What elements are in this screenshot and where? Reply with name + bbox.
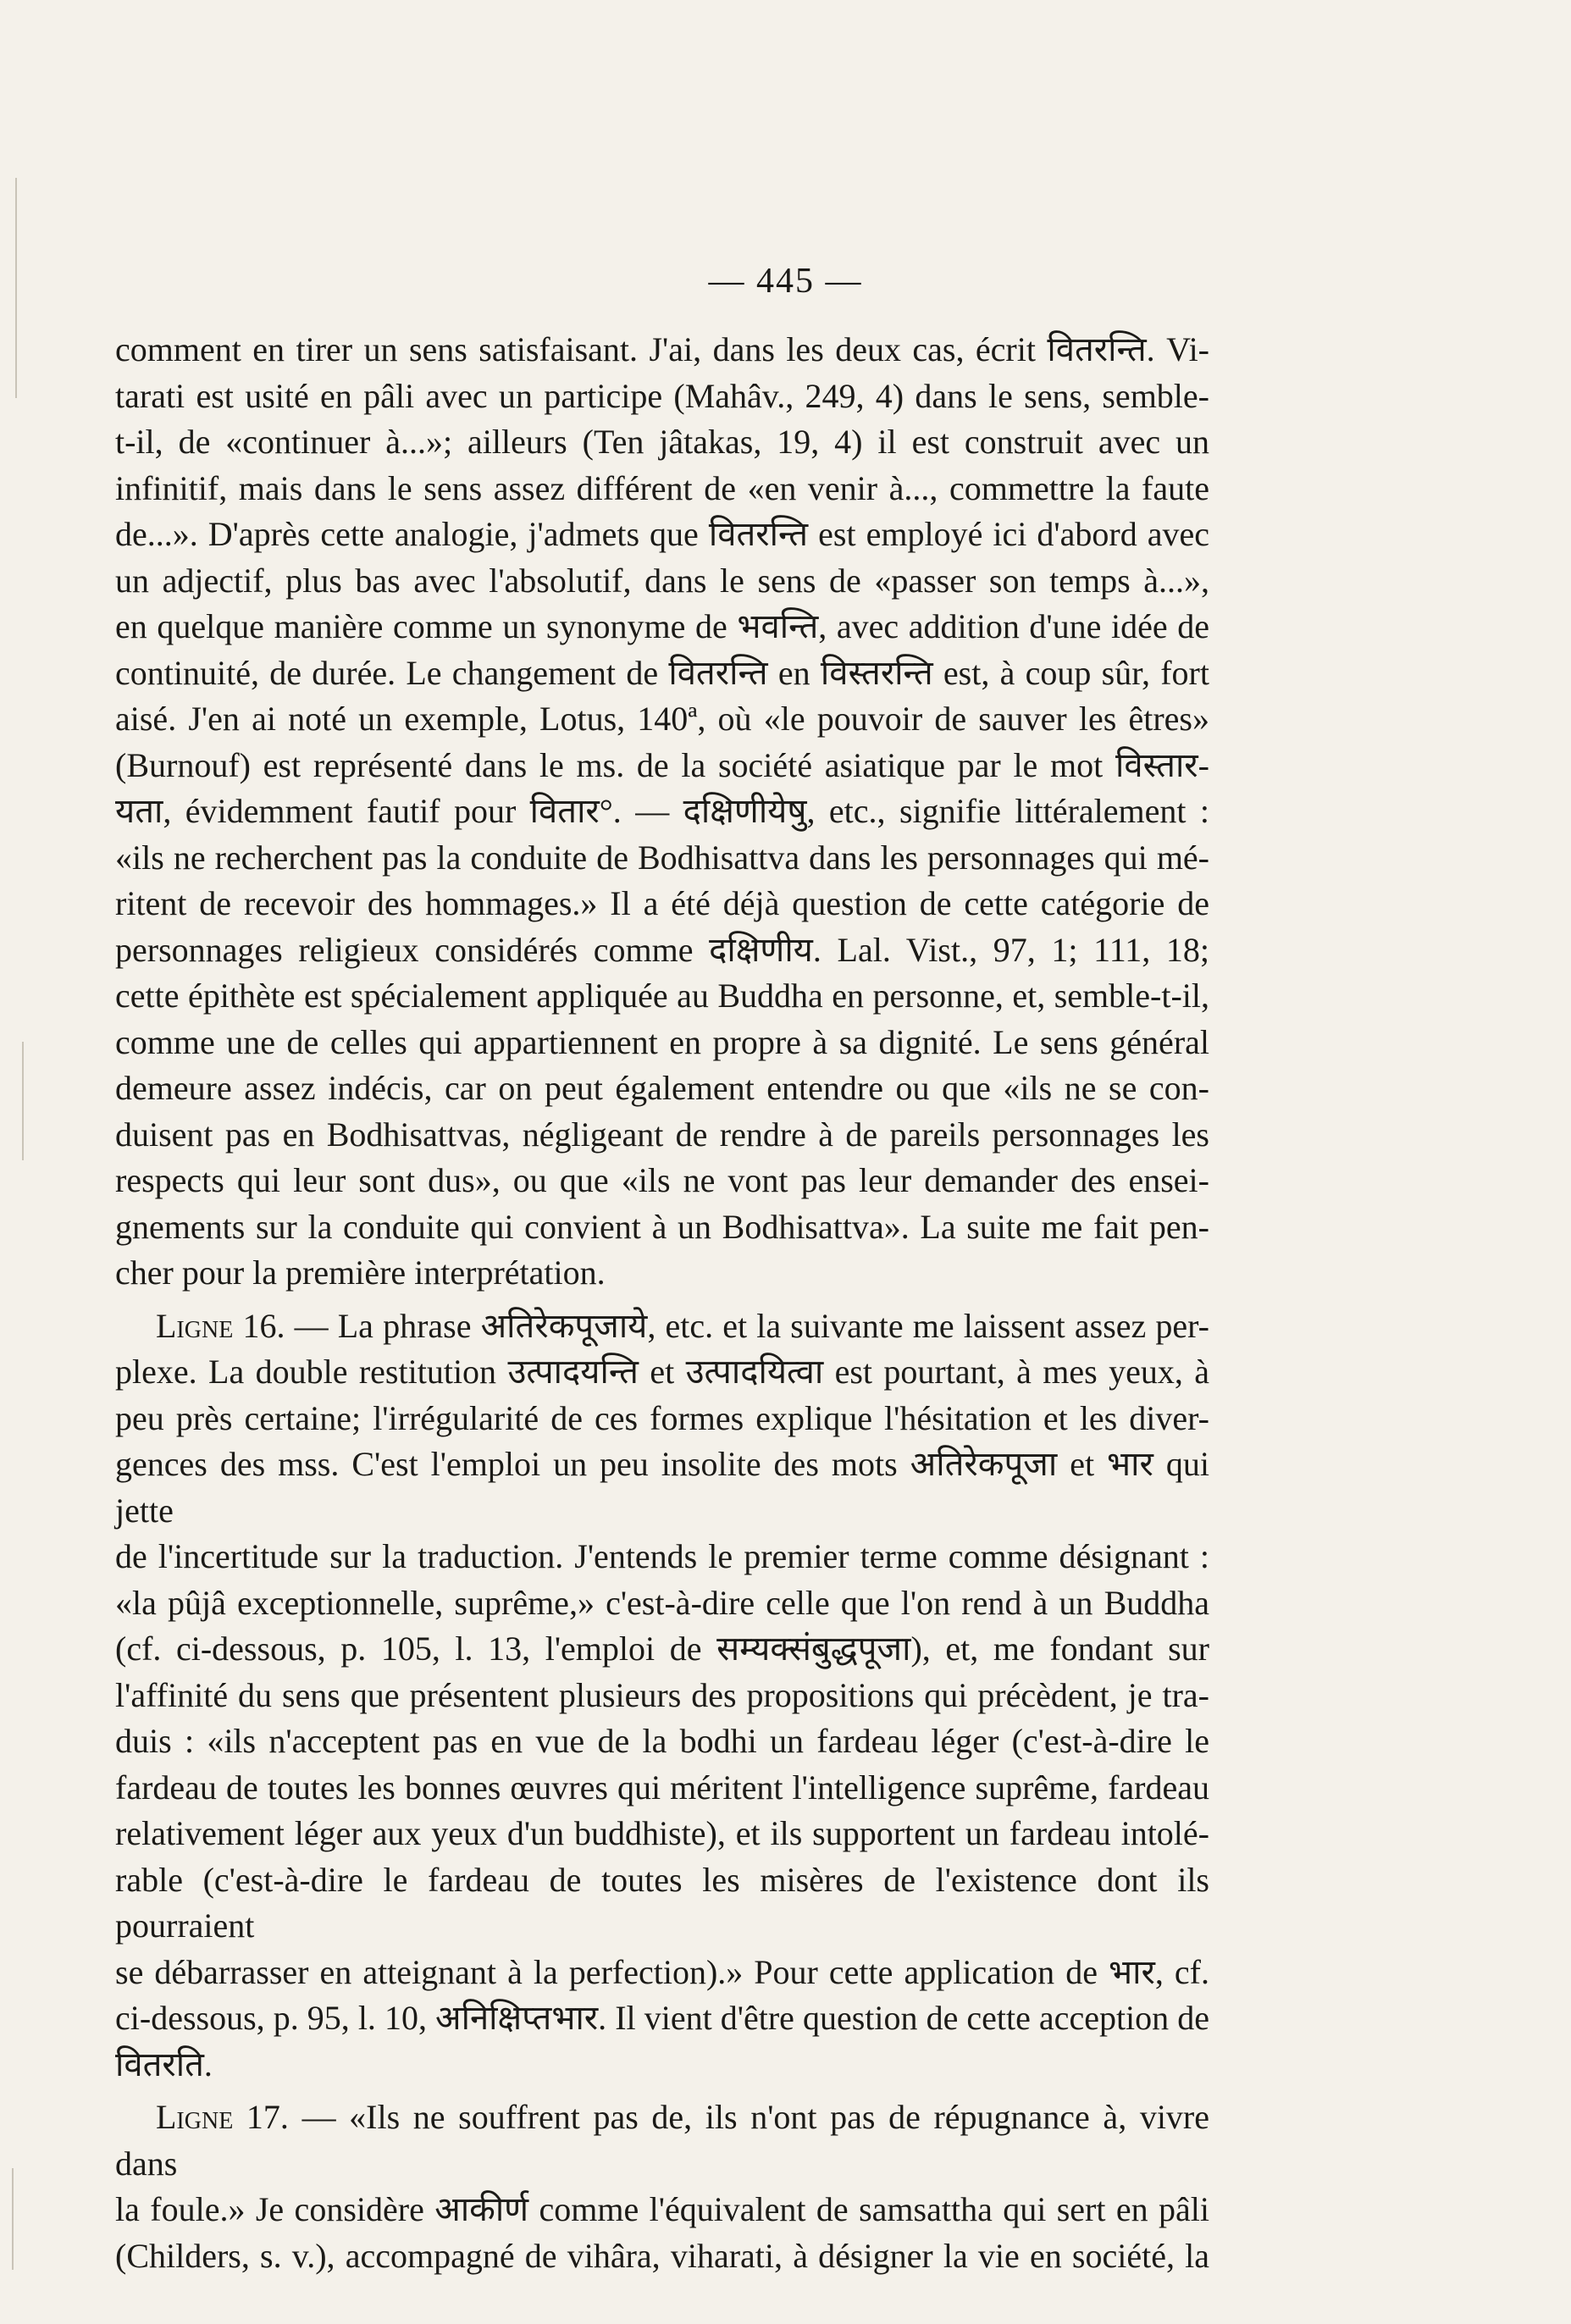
text-line: duis : «ils n'acceptent pas en vue de la bodhi un fardeau léger (c'est-à-dire le — [115, 1722, 1209, 1760]
scan-artifact — [12, 2168, 14, 2270]
text-line: demeure assez indécis, car on peut également entendre ou que «ils ne se con- — [115, 1069, 1209, 1107]
text-line: t-il, de «continuer à...»; ailleurs (Ten jâtakas, 19, 4) il est construit avec un — [115, 423, 1209, 461]
text-line: «ils ne recherchent pas la conduite de Bodhisattva dans les personnages qui mé- — [115, 838, 1209, 877]
text-line: de l'incertitude sur la traduction. J'entends le premier terme comme désignant : — [115, 1537, 1209, 1575]
text-line-rest: — «Ils ne souffrent pas de, ils n'ont pas de répugnance à, vivre dans — [115, 2098, 1210, 2183]
text-line: relativement léger aux yeux d'un buddhiste), et ils supportent un fardeau intolé- — [115, 1814, 1209, 1852]
text-line: (Burnouf) est représenté dans le ms. de la société asiatique par le mot विस्तार- — [115, 745, 1209, 784]
text-line-first — [115, 2094, 1209, 2187]
text-line: gnements sur la conduite qui convient à un Bodhisattva». La suite me fait pen- — [115, 1207, 1209, 1246]
text-line: duisent pas en Bodhisattvas, négligeant de rendre à de pareils personnages les — [115, 1115, 1209, 1154]
text-line: la foule.» Je considère आकीर्ण comme l'équivalent de samsattha qui sert en pâli — [115, 2190, 1209, 2228]
text-line: यता, évidemment fautif pour वितार°. — दक्षिणीयेषु, etc., signifie littéralement : — [115, 792, 1209, 830]
text-line: plexe. La double restitution उत्पादयन्ति et उत्पादयित्वा est pourtant, à mes yeux, à — [115, 1353, 1209, 1391]
page-number: — 445 — — [708, 262, 863, 301]
text-line: ritent de recevoir des hommages.» Il a été déjà question de cette catégorie de — [115, 884, 1209, 922]
text-line-first — [115, 1303, 1209, 1350]
scan-artifact — [15, 178, 17, 398]
text-line: cette épithète est spécialement appliquée au Buddha en personne, et, semble-t-il, — [115, 977, 1209, 1015]
paragraph-ligne-16 — [115, 1303, 1209, 2089]
text-line: en quelque manière comme un synonyme de भवन्ति, avec addition d'une idée de — [115, 607, 1209, 645]
text-line: «la pûjâ exceptionnelle, suprême,» c'est-à-dire celle que l'on rend à un Buddha — [115, 1583, 1209, 1622]
text-line: rable (c'est-à-dire le fardeau de toutes les misères de l'existence dont ils pourraient — [115, 1860, 1209, 1945]
text-line: peu près certaine; l'irrégularité de ces formes explique l'hésitation et les diver- — [115, 1398, 1209, 1437]
text-line: l'affinité du sens que présentent plusieurs des propositions qui précèdent, je tra- — [115, 1675, 1209, 1714]
text-line: de...». D'après cette analogie, j'admets que वितरन्ति est employé ici d'abord avec — [115, 515, 1209, 553]
text-line: aisé. J'en ai noté un exemple, Lotus, 140ª, où «le pouvoir de sauver les êtres» — [115, 700, 1209, 738]
text-line-rest: — La phrase अतिरेकपूजाये, etc. et la suivante me laissent assez per- — [294, 1306, 1210, 1345]
text-line: (Childers, s. v.), accompagné de vihâra, viharati, à désigner la vie en société, la — [115, 2236, 1209, 2275]
text-line: personnages religieux considérés comme दक्षिणीय. Lal. Vist., 97, 1; 111, 18; — [115, 930, 1209, 969]
text-line: se débarrasser en atteignant à la perfection).» Pour cette application de भार, cf. — [115, 1952, 1209, 1991]
text-line: fardeau de toutes les bonnes œuvres qui méritent l'intelligence suprême, fardeau — [115, 1768, 1209, 1807]
text-line: comme une de celles qui appartiennent en propre à sa dignité. Le sens général — [115, 1022, 1209, 1061]
paragraph-1 — [115, 327, 1209, 1297]
section-label: Ligne 16. — [156, 1306, 285, 1345]
text-line: gences des mss. C'est l'emploi un peu insolite des mots अतिरेकपूजा et भार qui jette — [115, 1445, 1209, 1530]
paragraph-ligne-17 — [115, 2094, 1209, 2279]
scan-artifact — [22, 1042, 24, 1160]
text-line: un adjectif, plus bas avec l'absolutif, dans le sens de «passer son temps à...», — [115, 561, 1209, 600]
section-label: Ligne 17. — [156, 2098, 289, 2136]
body-text — [115, 327, 1209, 2279]
text-line: ci-dessous, p. 95, l. 10, अनिक्षिप्तभार. Il vient d'être question de cette acception de — [115, 1999, 1209, 2037]
text-line: continuité, de durée. Le changement de वितरन्ति en विस्तरन्ति est, à coup sûr, fort — [115, 653, 1209, 692]
text-line: infinitif, mais dans le sens assez différent de «en venir à..., commettre la faute — [115, 468, 1209, 507]
text-line: respects qui leur sont dus», ou que «ils ne vont pas leur demander des ensei- — [115, 1161, 1209, 1199]
text-line: cher pour la première interprétation. — [115, 1253, 606, 1292]
text-line: वितरति. — [115, 2045, 213, 2083]
text-line: comment en tirer un sens satisfaisant. J'ai, dans les deux cas, écrit वितरन्ति. Vi- — [115, 330, 1209, 368]
text-line: tarati est usité en pâli avec un participe (Mahâv., 249, 4) dans le sens, semble- — [115, 376, 1209, 415]
text-line: (cf. ci-dessous, p. 105, l. 13, l'emploi de सम्यक्संबुद्धपूजा), et, me fondant sur — [115, 1630, 1209, 1668]
